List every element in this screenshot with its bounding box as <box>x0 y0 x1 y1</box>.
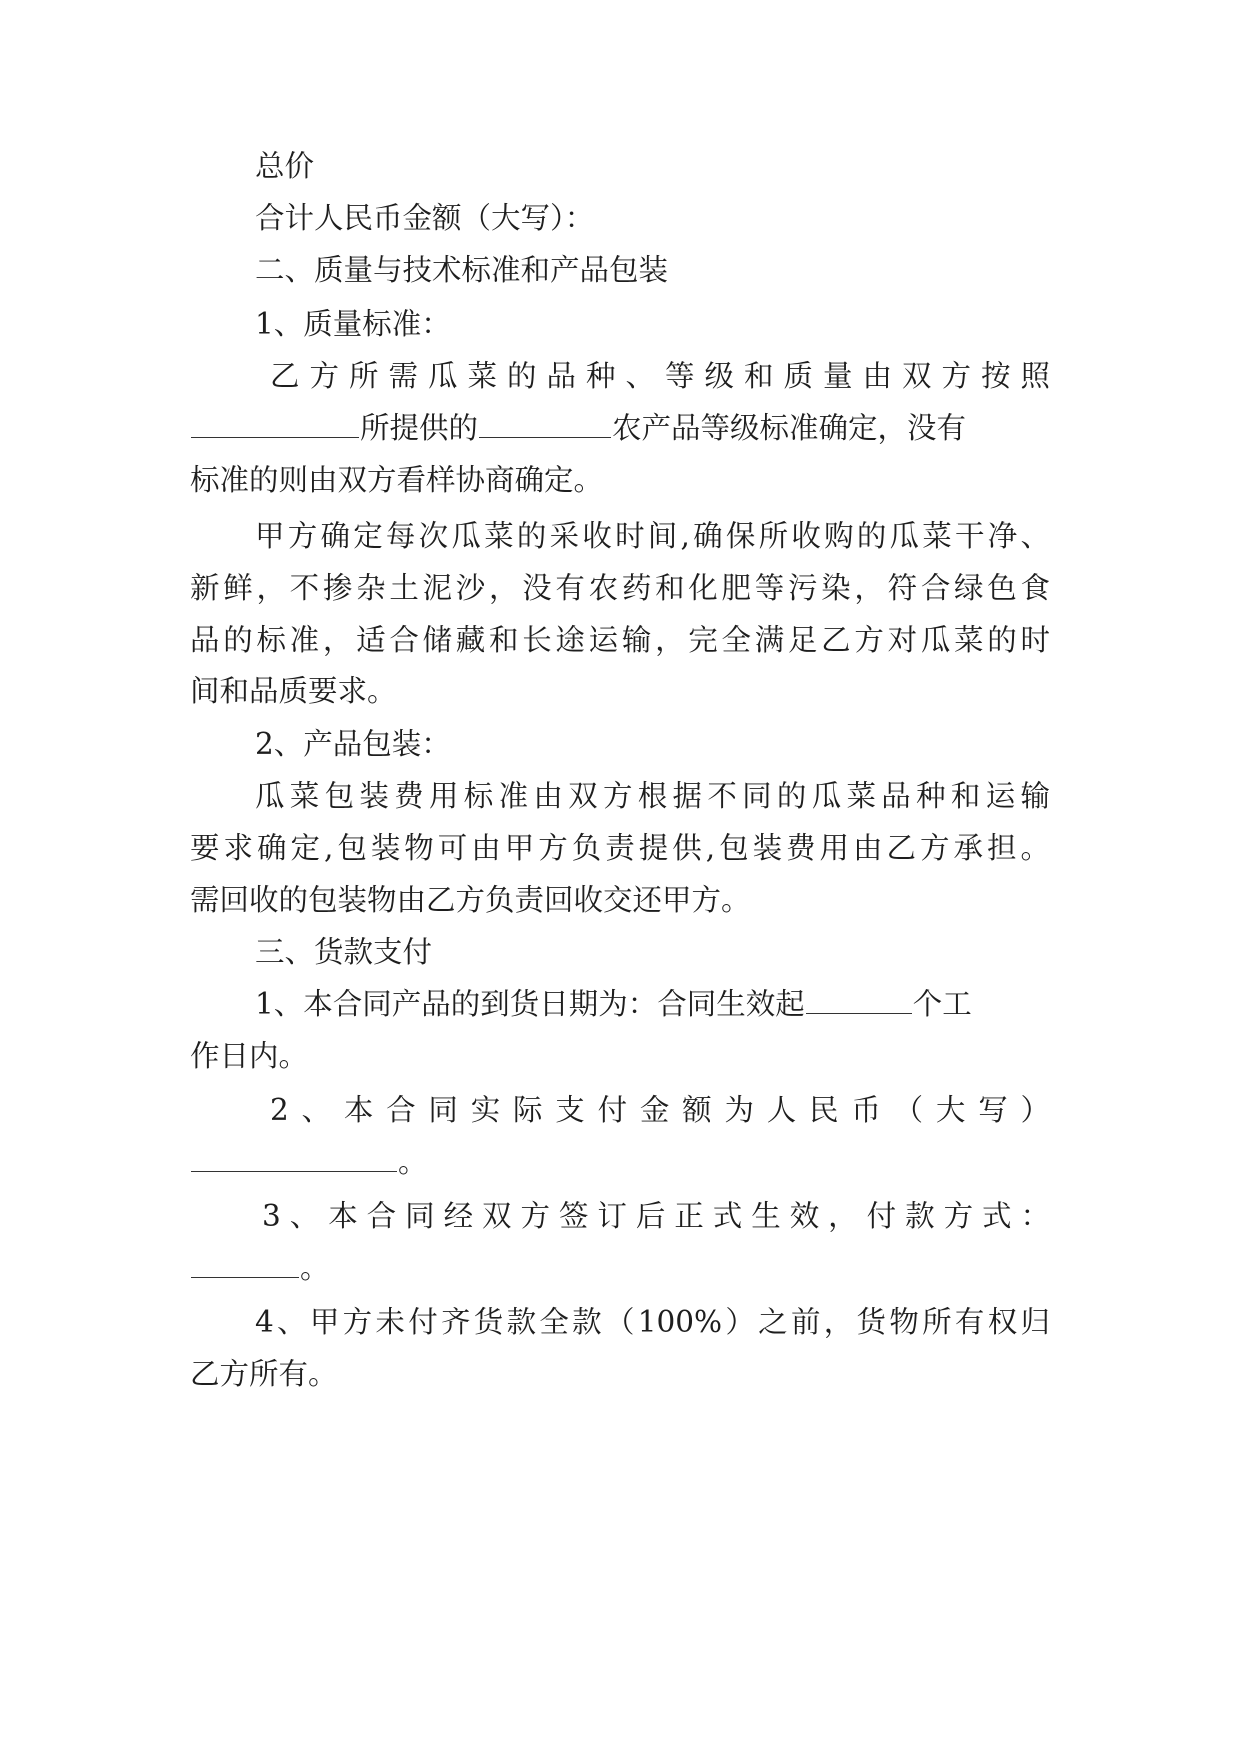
blank-field <box>806 989 912 1014</box>
paragraph-line <box>190 1248 1050 1288</box>
paragraph-line: 品的标准，适合储藏和长途运输，完全满足乙方对瓜菜的时 <box>190 623 1050 657</box>
paragraph-line: 瓜菜包装费用标准由双方根据不同的瓜菜品种和运输 <box>255 779 1050 813</box>
text-span: 个工 <box>912 987 972 1021</box>
paragraph-line: 甲方确定每次瓜菜的采收时间,确保所收购的瓜菜干净、 <box>255 519 1050 553</box>
paragraph-line: 标准的则由双方看样协商确定。 <box>190 463 604 497</box>
paragraph-line: 4、甲方未付齐货款全款（100%）之前，货物所有权归 <box>255 1305 1050 1339</box>
section-heading-quality: 二、质量与技术标准和产品包装 <box>255 253 669 287</box>
subheading-quality-standard: 1、质量标准： <box>255 307 451 341</box>
paragraph-line <box>255 984 1050 1024</box>
paragraph-line: 乙方所有。 <box>190 1357 338 1391</box>
paragraph-line: 2、本合同实际支付金额为人民币（大写） <box>270 1093 1050 1127</box>
text-span: 所提供的 <box>360 411 479 445</box>
text-span: 农产品等级标准确定，没有 <box>612 411 967 445</box>
paragraph-line: 新鲜，不掺杂土泥沙，没有农药和化肥等污染，符合绿色食 <box>190 571 1050 605</box>
section-heading-payment: 三、货款支付 <box>255 935 433 969</box>
blank-field <box>191 1253 299 1278</box>
subheading-packaging: 2、产品包装： <box>255 727 451 761</box>
blank-field <box>191 1147 397 1172</box>
blank-field <box>479 413 611 438</box>
paragraph-line <box>190 1142 1050 1182</box>
paragraph-line: 要求确定,包装物可由甲方负责提供,包装费用由乙方承担。 <box>190 831 1050 865</box>
text-span: 1、本合同产品的到货日期为：合同生效起 <box>255 987 805 1021</box>
paragraph-line: 需回收的包装物由乙方负责回收交还甲方。 <box>190 883 751 917</box>
text-span: 。 <box>300 1251 330 1285</box>
paragraph-line <box>190 408 1050 448</box>
line-total-amount: 合计人民币金额（大写）： <box>255 201 595 235</box>
paragraph-line: 乙方所需瓜菜的品种、等级和质量由双方按照 <box>270 359 1050 393</box>
text-span: 。 <box>398 1145 428 1179</box>
line-total-price: 总价 <box>255 149 315 183</box>
blank-field <box>191 413 359 438</box>
paragraph-line: 3、本合同经双方签订后正式生效，付款方式： <box>262 1199 1050 1233</box>
paragraph-line: 间和品质要求。 <box>190 674 397 708</box>
paragraph-line: 作日内。 <box>190 1039 309 1073</box>
